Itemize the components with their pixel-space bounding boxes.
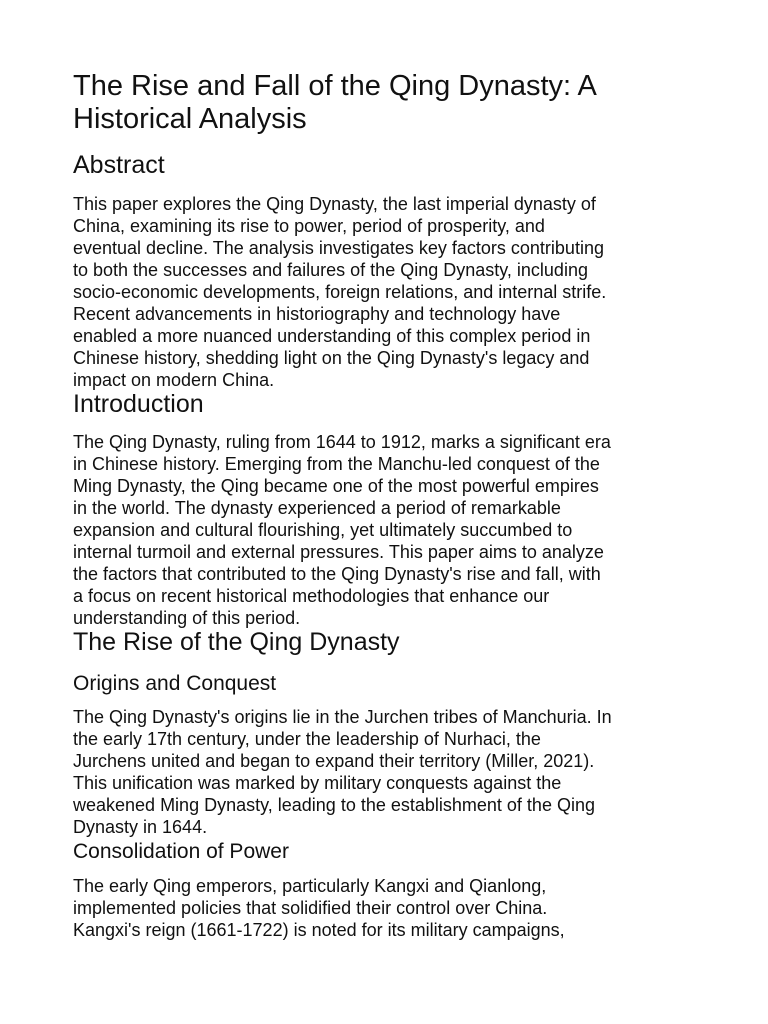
text-line: The Qing Dynasty, ruling from 1644 to 1912, marks a significant era — [73, 432, 611, 452]
text-line: weakened Ming Dynasty, leading to the establishment of the Qing — [73, 795, 595, 815]
origins-heading: Origins and Conquest — [73, 672, 277, 695]
text-line: Recent advancements in historiography and technology have — [73, 304, 561, 324]
text-line: Ming Dynasty, the Qing became one of the most powerful empires — [73, 476, 599, 496]
text-line: the early 17th century, under the leadership of Nurhaci, the — [73, 729, 541, 749]
text-line: The early Qing emperors, particularly Kangxi and Qianlong, — [73, 876, 547, 896]
text-line: a focus on recent historical methodologies that enhance our — [73, 586, 550, 606]
rise-heading: The Rise of the Qing Dynasty — [73, 628, 400, 656]
text-line: The Qing Dynasty's origins lie in the Jurchen tribes of Manchuria. In — [73, 707, 612, 727]
abstract-heading: Abstract — [73, 151, 165, 179]
abstract-paragraph — [73, 193, 713, 391]
text-line: Jurchens united and began to expand their territory (Miller, 2021). — [73, 751, 595, 771]
introduction-paragraph — [73, 431, 713, 629]
text-line: Chinese history, shedding light on the Qing Dynasty's legacy and — [73, 348, 590, 368]
introduction-heading: Introduction — [73, 390, 204, 418]
text-line: enabled a more nuanced understanding of this complex period in — [73, 326, 591, 346]
consolidation-paragraph — [73, 875, 713, 941]
consolidation-heading: Consolidation of Power — [73, 840, 289, 863]
text-line: in Chinese history. Emerging from the Manchu-led conquest of the — [73, 454, 600, 474]
text-line: expansion and cultural flourishing, yet ultimately succumbed to — [73, 520, 573, 540]
text-line: impact on modern China. — [73, 370, 275, 390]
text-line: China, examining its rise to power, period of prosperity, and — [73, 216, 545, 236]
text-line: socio-economic developments, foreign relations, and internal strife. — [73, 282, 607, 302]
text-line: implemented policies that solidified their control over China. — [73, 898, 548, 918]
paper-title — [73, 70, 713, 136]
text-line: the factors that contributed to the Qing Dynasty's rise and fall, with — [73, 564, 601, 584]
text-line: Kangxi's reign (1661-1722) is noted for its military campaigns, — [73, 920, 565, 940]
title-line: The Rise and Fall of the Qing Dynasty: A — [73, 70, 597, 102]
text-line: This unification was marked by military conquests against the — [73, 773, 562, 793]
text-line: internal turmoil and external pressures. This paper aims to analyze — [73, 542, 604, 562]
origins-paragraph — [73, 706, 713, 838]
text-line: Dynasty in 1644. — [73, 817, 208, 837]
text-line: This paper explores the Qing Dynasty, the last imperial dynasty of — [73, 194, 596, 214]
title-line: Historical Analysis — [73, 103, 307, 135]
text-line: to both the successes and failures of the Qing Dynasty, including — [73, 260, 588, 280]
text-line: eventual decline. The analysis investigates key factors contributing — [73, 238, 604, 258]
text-line: understanding of this period. — [73, 608, 301, 628]
text-line: in the world. The dynasty experienced a period of remarkable — [73, 498, 561, 518]
